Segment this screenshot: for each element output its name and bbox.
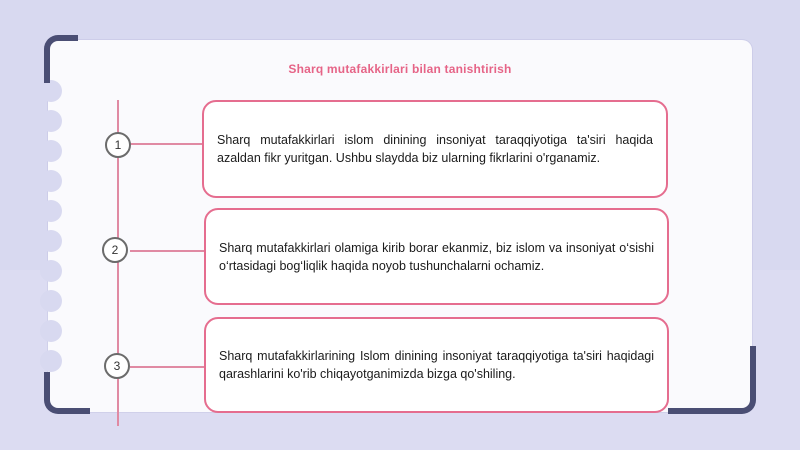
step-card: [204, 208, 669, 305]
notebook-hole: [40, 140, 62, 162]
step-card: [204, 317, 669, 413]
notebook-hole: [40, 80, 62, 102]
step-card-text: Sharq mutafakkirlari islom dinining insoniyat taraqqiyotiga ta'siri haqida azaldan fikr yuritgan. Ushbu slaydda biz ularning fikrlarini o'rganamiz.: [217, 133, 653, 165]
step-card-text: Sharq mutafakkirlarining Islom dinining insoniyat taraqqiyotiga ta'siri haqidagi qarashlarini ko'rib chiqayotganimizda bizga qo'shiling.: [219, 349, 654, 381]
notebook-hole: [40, 350, 62, 372]
notebook-hole: [40, 260, 62, 282]
step-number-badge: 3: [104, 353, 130, 379]
corner-bracket-bottom-left: [44, 372, 90, 414]
timeline-connector: [130, 143, 202, 145]
notebook-hole: [40, 320, 62, 342]
step-number-badge: 2: [102, 237, 128, 263]
step-card: [202, 100, 668, 198]
corner-bracket-bottom-right: [668, 346, 756, 414]
notebook-hole: [40, 110, 62, 132]
timeline-connector: [130, 250, 204, 252]
timeline-connector: [130, 366, 204, 368]
step-card-text: Sharq mutafakkirlari olamiga kirib borar ekanmiz, biz islom va insoniyat o‘sishi o‘rtasidagi bog‘liqlik haqida noyob tushunchalarni ochamiz.: [219, 240, 654, 273]
step-number-badge: 1: [105, 132, 131, 158]
notebook-hole: [40, 170, 62, 192]
notebook-hole: [40, 200, 62, 222]
notebook-hole: [40, 230, 62, 252]
notebook-hole: [40, 290, 62, 312]
slide-title: Sharq mutafakkirlari bilan tanishtirish: [288, 62, 512, 76]
